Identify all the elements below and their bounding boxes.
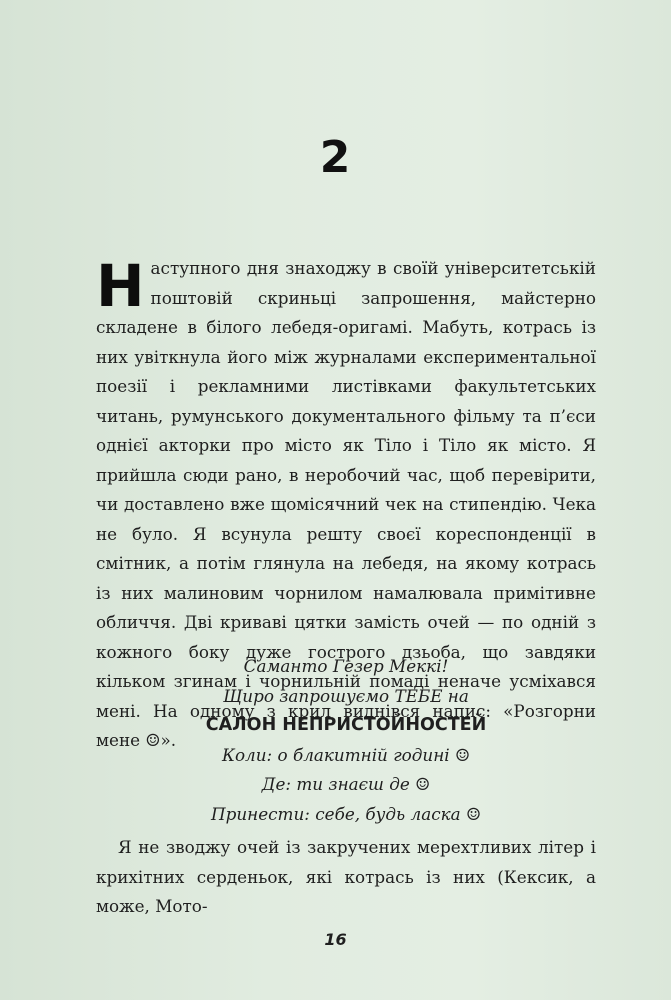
paragraph-2: Я не зводжу очей із закручених мерехтливих літер і крихітних серденьок, які котрась із них (Кексик, а може, Мото- xyxy=(96,837,596,916)
paragraph-1-text: аступного дня знаходжу в своїй університетській поштовій скриньці запрошення, майстерно складене в білого лебедя-оригамі. Мабуть, котрась із них увіткнула його між журналами експериментальної поезії і рекламними листівками факультетських читань, румунського документального фільму та п’єси однієї акторки про місто як Тіло і Тіло як місто. Я прийшла сюди рано, в неробочий час, щоб перевірити, чи доставлено вже щомісячний чек на стипендію. Чека не було. Я всунула решту своєї кореспонденції в смітник, а потім глянула на лебедя, на якому котрась із них малиновим чорнилом намалювала примітивне обличчя. Дві криваві цятки замість очей — по одній з кожного боку дуже гострого дзьоба, що завдяки кільком згинам і чорнильній помаді неначе усміхався мені. На одному з крил виднівся напис: «Розгорни мене ☺». xyxy=(96,258,596,750)
drop-cap: Н xyxy=(96,252,145,320)
page-number: 16 xyxy=(324,930,347,949)
chapter-number: 2 xyxy=(319,132,352,183)
invitation-when: Коли: о блакитній годині ☺ xyxy=(221,744,471,765)
invitation-bring: Принести: себе, будь ласка ☺ xyxy=(210,803,482,824)
invitation-block xyxy=(96,652,596,829)
invitation-greeting: Саманто Гезер Меккі! xyxy=(243,656,449,676)
invitation-line: Щиро запрошуємо ТЕБЕ на xyxy=(223,685,469,706)
invitation-where: Де: ти знаєш де ☺ xyxy=(261,774,431,794)
invitation-title: САЛОН НЕПРИСТОЙНОСТЕЙ xyxy=(205,715,487,735)
